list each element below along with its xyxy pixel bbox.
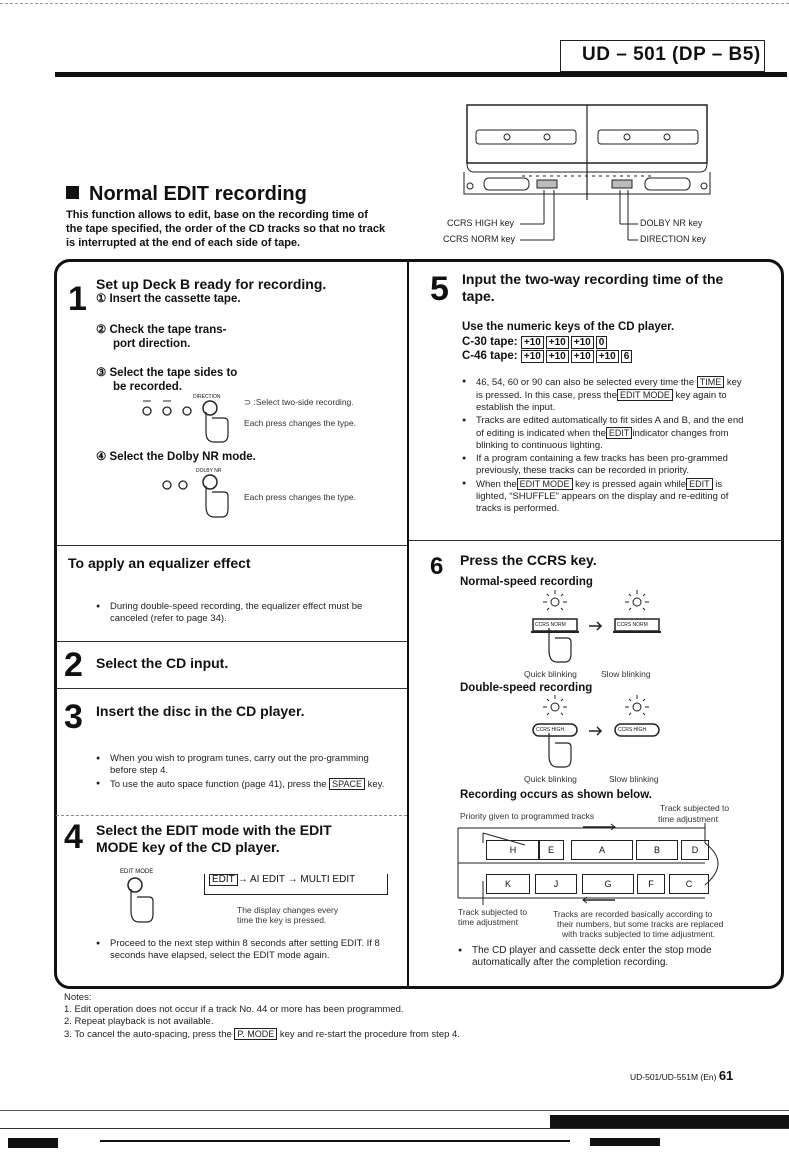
step4-note-1: The display changes every xyxy=(237,905,339,915)
eq-title: To apply an equalizer effect xyxy=(68,555,251,571)
step1-title: Set up Deck B ready for recording. xyxy=(96,276,327,292)
normal-speed-label: Normal-speed recording xyxy=(460,576,593,588)
direction-note-2: Each press changes the type. xyxy=(244,418,356,428)
step3-bullet-2-text-b: key. xyxy=(365,779,385,790)
recording-occurs: Recording occurs as shown below. xyxy=(460,789,652,801)
model-title: UD – 501 (DP – B5) xyxy=(582,44,761,65)
scan-artifact-line-2 xyxy=(0,1128,789,1129)
space-key: SPACE xyxy=(329,778,365,790)
scan-edge-line xyxy=(0,3,789,4)
edit-mode-key: EDIT MODE xyxy=(617,389,673,401)
scan-artifact-line xyxy=(0,1110,789,1111)
rule-step2 xyxy=(56,641,407,642)
c30-key-3: +10 xyxy=(571,336,594,349)
double-speed-label: Double-speed recording xyxy=(460,682,593,694)
step1-sub2b: port direction. xyxy=(113,338,191,350)
time-key: TIME xyxy=(697,376,725,388)
step5-bullets xyxy=(462,376,745,516)
step3-number: 3 xyxy=(64,698,83,736)
edit-flow-rest: → AI EDIT → MULTI EDIT xyxy=(237,874,356,885)
dolby-key-label: DOLBY NR key xyxy=(640,218,703,228)
rule-step3 xyxy=(56,688,407,689)
notes-title: Notes: xyxy=(64,992,92,1003)
adjust-label-1: Track subjected to xyxy=(660,803,730,813)
edit-mode-key-label: EDIT MODE xyxy=(120,869,154,875)
ccrs-norm-button-2: CCRS NORM xyxy=(617,622,648,628)
notes xyxy=(64,992,460,1041)
page-number: 61 xyxy=(718,1068,734,1083)
edit-indicator: EDIT xyxy=(606,427,633,439)
b2-text-a: Tracks are edited automatically to fit sides A and B, and the end of editing is indicated when the xyxy=(476,415,744,439)
step3-title: Insert the disc in the CD player. xyxy=(96,703,305,719)
edit-flow xyxy=(204,874,388,895)
step5-title-2: tape. xyxy=(462,288,495,304)
note-3-text-b: key and re-start the procedure from step 4. xyxy=(277,1029,460,1040)
c30-key-1: +10 xyxy=(521,336,544,349)
note-3 xyxy=(64,1028,460,1041)
deck-illustration xyxy=(462,102,714,207)
b1-text-a: 46, 54, 60 or 90 can also be selected every time the xyxy=(476,377,695,388)
column-divider xyxy=(407,261,409,987)
c46-label: C-46 tape: xyxy=(462,350,518,362)
scan-artifact-blob-2 xyxy=(590,1138,660,1146)
direction-small-label: DIRECTION xyxy=(193,394,221,400)
edit-mode-key-2: EDIT MODE xyxy=(517,478,573,490)
step5-bullet-3: ● If a program containing a few tracks has been pro-grammed previously, these tracks can be recorded in priority. xyxy=(462,453,745,477)
ccrs-norm-button-1: CCRS NORM xyxy=(535,622,566,628)
step6-number: 6 xyxy=(430,553,444,580)
section-title-text: Normal EDIT recording xyxy=(89,183,307,205)
step5-number: 5 xyxy=(430,270,449,308)
step2-number: 2 xyxy=(64,646,83,684)
step5-title-1: Input the two-way recording time of the xyxy=(462,271,724,287)
edit-mode-button-illustration xyxy=(125,877,165,929)
deck-leader-lines xyxy=(520,200,640,245)
recorded-note-2: their numbers, but some tracks are replaced xyxy=(557,919,724,929)
bullet-square-icon xyxy=(66,186,79,199)
adjust-label-2: time adjustment xyxy=(658,814,718,824)
normal-quick-blinking: Quick blinking xyxy=(524,669,577,679)
double-slow-blinking: Slow blinking xyxy=(609,774,659,784)
step3-bullet-1: ● When you wish to program tunes, carry out the pro-gramming before step 4. xyxy=(96,753,386,777)
step5-bullet-4 xyxy=(462,478,745,515)
track-adjust-note-2: time adjustment xyxy=(458,917,518,927)
step5-bullet-2 xyxy=(462,415,745,452)
track-cell: G xyxy=(582,874,634,894)
step6-bullets xyxy=(458,945,745,970)
step5-bullet-1 xyxy=(462,376,745,414)
note-1: 1. Edit operation does not occur if a track No. 44 or more has been programmed. xyxy=(64,1004,404,1015)
step3-bullet-2-text-a: To use the auto space function (page 41), press the xyxy=(110,779,330,790)
recorded-note-3: with tracks subjected to time adjustment. xyxy=(562,929,716,939)
c30-label: C-30 tape: xyxy=(462,336,518,348)
b4-text-c: is lighted, “SHUFFLE” appears on the display and re-editing of tracks is performed. xyxy=(476,479,729,514)
edit-key: EDIT xyxy=(209,874,238,886)
step1-sub1: ① Insert the cassette tape. xyxy=(96,293,241,305)
step3-bullets xyxy=(96,753,386,792)
c46-row xyxy=(462,349,634,364)
step4-bullet: ● Proceed to the next step within 8 seconds after setting EDIT. If 8 seconds have elapsed, select the EDIT mode again. xyxy=(96,938,386,962)
step3-bullet-2 xyxy=(96,778,386,791)
track-cell: D xyxy=(681,840,709,860)
double-quick-blinking: Quick blinking xyxy=(524,774,577,784)
direction-key-label: DIRECTION key xyxy=(640,234,707,244)
step4-bullets xyxy=(96,938,386,963)
c46-key-2: +10 xyxy=(546,350,569,363)
track-cell: C xyxy=(669,874,709,894)
rule-step4 xyxy=(56,815,407,816)
ccrs-norm-key-label: CCRS NORM key xyxy=(443,234,516,244)
track-cell: B xyxy=(636,840,678,860)
rule-step6 xyxy=(409,540,782,541)
ccrs-high-button-2: CCRS HIGH xyxy=(618,727,647,733)
track-cell: F xyxy=(637,874,665,894)
note-2: 2. Repeat playback is not available. xyxy=(64,1016,214,1027)
c46-key-4: +10 xyxy=(596,350,619,363)
c30-key-2: +10 xyxy=(546,336,569,349)
ccrs-high-button-1: CCRS HIGH xyxy=(536,727,565,733)
dolby-button-illustration xyxy=(160,470,230,522)
header-rule xyxy=(55,72,787,77)
normal-slow-blinking: Slow blinking xyxy=(601,669,651,679)
step1-sub2a: ② Check the tape trans- xyxy=(96,324,227,336)
step1-sub4: ④ Select the Dolby NR mode. xyxy=(96,451,256,463)
p-mode-key: P. MODE xyxy=(234,1028,277,1040)
section-title xyxy=(66,183,307,206)
step4-title-1: Select the EDIT mode with the EDIT xyxy=(96,822,332,838)
track-cell: E xyxy=(538,840,564,860)
step4-number: 4 xyxy=(64,818,83,856)
page-footer xyxy=(630,1068,733,1083)
track-cell: J xyxy=(535,874,577,894)
note-3-text-a: 3. To cancel the auto-spacing, press the xyxy=(64,1029,235,1040)
priority-label: Priority given to programmed tracks xyxy=(460,811,595,821)
scan-artifact-blob xyxy=(8,1138,58,1148)
c30-row xyxy=(462,335,609,350)
c46-key-3: +10 xyxy=(571,350,594,363)
direction-note-1: ⊃ :Select two-side recording. xyxy=(244,397,354,407)
b4-text-a: When the xyxy=(476,479,517,490)
b4-text-b: key is pressed again while xyxy=(572,479,687,490)
ccrs-high-key-label: CCRS HIGH key xyxy=(447,218,515,228)
step1-sub3b: be recorded. xyxy=(113,381,183,393)
rule-eq xyxy=(56,545,407,546)
track-adjust-note-1: Track subjected to xyxy=(458,907,528,917)
recorded-note-1: Tracks are recorded basically according to xyxy=(553,909,713,919)
track-cell: H xyxy=(486,840,540,860)
direction-button-illustration xyxy=(140,396,240,446)
step5-sub: Use the numeric keys of the CD player. xyxy=(462,321,675,333)
eq-bullet-text: ● During double-speed recording, the equalizer effect must be canceled (refer to page 34). xyxy=(96,601,386,625)
c46-key-1: +10 xyxy=(521,350,544,363)
step1-sub3a: ③ Select the tape sides to xyxy=(96,367,238,379)
step4-title-2: MODE key of the CD player. xyxy=(96,839,280,855)
dolby-note: Each press changes the type. xyxy=(244,492,356,502)
dolby-small-label: DOLBY NR xyxy=(196,468,222,474)
eq-bullet xyxy=(96,601,386,626)
b2-text-b: indicator changes from blinking to continuous lighting. xyxy=(476,428,729,451)
track-cell: K xyxy=(486,874,530,894)
step4-note-2: time the key is pressed. xyxy=(237,915,327,925)
b1-text-c: key again to establish the input. xyxy=(476,390,727,413)
scan-artifact-line-3 xyxy=(100,1140,570,1142)
b1-text-b: key is pressed. In this case, press the xyxy=(476,377,742,401)
step1-number: 1 xyxy=(68,280,87,318)
track-cell: A xyxy=(571,840,633,860)
step6-bullet: ● The CD player and cassette deck enter the stop mode automatically after the completion recording. xyxy=(458,945,745,969)
c46-key-5: 6 xyxy=(621,350,633,363)
section-intro: This function allows to edit, base on the recording time of the tape specified, the order of the CD tracks so that no track is interrupted at the end of each side of tape. xyxy=(66,209,386,249)
scan-artifact-bar xyxy=(550,1115,789,1128)
doc-code: UD-501/UD-551M (En) xyxy=(630,1072,717,1082)
c30-key-4: 0 xyxy=(596,336,608,349)
step2-title: Select the CD input. xyxy=(96,655,229,671)
edit-key-2: EDIT xyxy=(686,478,713,490)
step6-title: Press the CCRS key. xyxy=(460,552,597,568)
